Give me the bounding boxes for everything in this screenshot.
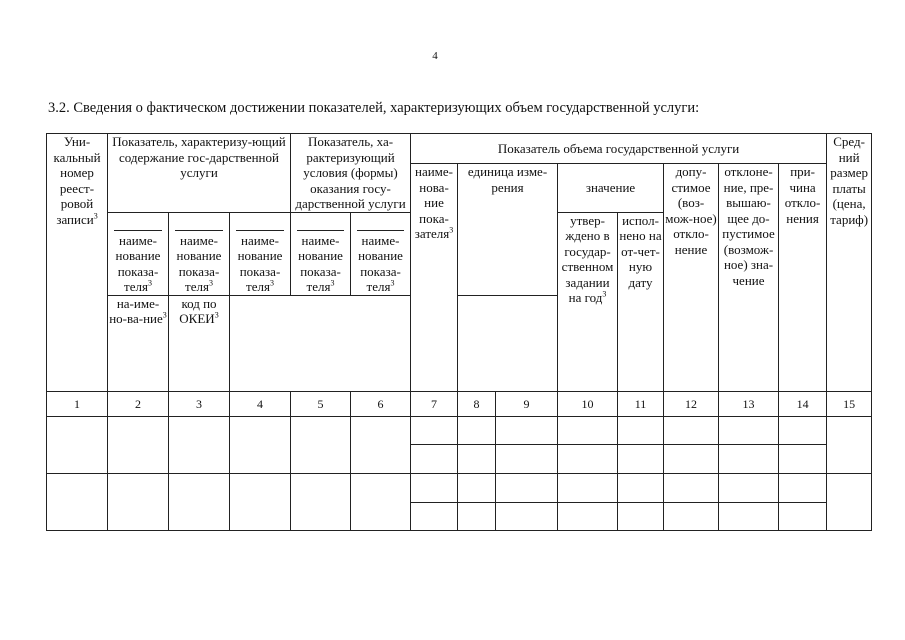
empty-cell [411,444,458,473]
header-approved: утвер-ждено в государ-ственном задании на год$^3$ [558,212,618,391]
empty-cell [719,502,779,530]
column-number: 13 [719,391,779,416]
header-allowed-deviation: допу-стимое (воз-мож-ное) откло-нение [664,164,719,392]
indicators-table [46,133,872,531]
empty-cell [558,502,618,530]
empty-cell [230,473,291,530]
empty-cell [618,416,664,444]
column-number: 9 [496,391,558,416]
header-excess-deviation: отклоне-ние, пре-вышаю-щее до-пустимое (возмож-ное) зна-чение [719,164,779,392]
empty-cell [664,502,719,530]
empty-cell [291,473,351,530]
empty-cell [779,416,827,444]
empty-cell [351,473,411,530]
column-number: 12 [664,391,719,416]
column-number: 6 [351,391,411,416]
empty-cell [108,416,169,473]
column-number: 10 [558,391,618,416]
empty-cell [108,473,169,530]
empty-cell [664,473,719,502]
column-number: 3 [169,391,230,416]
header-average-price: Сред-ний размер платы (цена, тариф) [827,134,872,392]
empty-cell [664,444,719,473]
column-number: 7 [411,391,458,416]
empty-cell [411,502,458,530]
empty-cell [827,473,872,530]
header-executed: испол-нено на от-чет-ную дату [618,212,664,391]
empty-cell [496,444,558,473]
empty-cell [458,473,496,502]
column-number: 4 [230,391,291,416]
header-sub-name-5: наиме-нование показа-теля$^3$ [291,212,351,295]
empty-cell [827,416,872,473]
empty-cell [458,444,496,473]
empty-cell [458,502,496,530]
header-indicator-name: наиме-нова-ние пока-зателя$^3$ [411,164,458,392]
empty-cell [719,416,779,444]
empty-cell [618,473,664,502]
header-sub-name-2: наиме-нование показа-теля$^3$ [108,212,169,295]
empty-cell [47,416,108,473]
column-number: 2 [108,391,169,416]
empty-cell [230,416,291,473]
empty-cell [779,473,827,502]
empty-cell [351,416,411,473]
column-number: 14 [779,391,827,416]
empty-cell [558,416,618,444]
empty-cell [779,444,827,473]
header-conditions-indicator: Показатель, ха-рактеризующий условия (формы) оказания госу-дарственной услуги [291,134,411,213]
empty-cell [47,473,108,530]
empty-cell [618,444,664,473]
empty-cell [618,502,664,530]
empty-cell [664,416,719,444]
empty-cell [558,473,618,502]
column-number: 8 [458,391,496,416]
empty-cell [779,502,827,530]
header-value: значение [558,164,664,213]
empty-cell [169,473,230,530]
column-number: 11 [618,391,664,416]
page-number: 4 [432,50,438,62]
empty-cell [169,416,230,473]
empty-cell [496,473,558,502]
empty-cell [291,416,351,473]
column-number: 1 [47,391,108,416]
header-sub-name-6: наиме-нование показа-теля$^3$ [351,212,411,295]
column-number: 5 [291,391,351,416]
empty-cell [496,416,558,444]
empty-cell [411,473,458,502]
empty-cell [496,502,558,530]
section-title: 3.2. Сведения о фактическом достижении показателей, характеризующих объем государственной услуги: [48,100,700,116]
empty-cell [558,444,618,473]
column-number: 15 [827,391,872,416]
header-unit-name: на-име-но-ва-ние$^3$ [108,295,169,391]
header-unit: единица изме-рения [458,164,558,296]
empty-cell [411,416,458,444]
header-sub-name-4: наиме-нование показа-теля$^3$ [230,212,291,295]
empty-cell [719,444,779,473]
header-sub-name-3: наиме-нование показа-теля$^3$ [169,212,230,295]
empty-cell [458,416,496,444]
empty-cell [719,473,779,502]
header-okei-code: код по ОКЕИ$^3$ [169,295,230,391]
header-deviation-reason: при-чина откло-нения [779,164,827,392]
header-content-indicator: Показатель, характеризу-ющий содержание гос-дарственной услуги [108,134,291,213]
header-registry-number: Уни-кальный номер реест-ровой записи$^3$ [47,134,108,392]
header-volume-indicator: Показатель объема государственной услуги [411,134,827,164]
